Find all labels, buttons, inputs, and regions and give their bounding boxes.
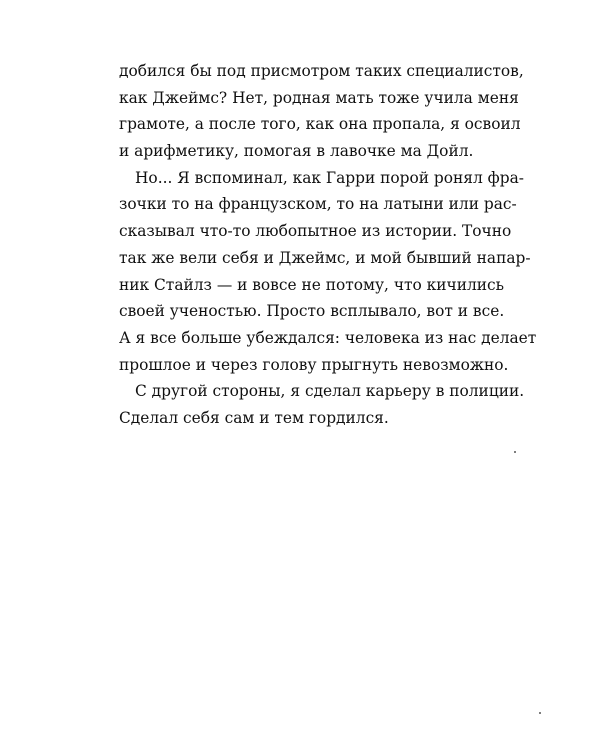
text-line: прошлое и через голову прыгнуть невозможно. (119, 355, 509, 374)
page-text (119, 58, 537, 432)
scan-speck (539, 712, 541, 714)
text-line: грамоте, а после того, как она пропала, я освоил (119, 115, 521, 134)
text-line: Но... Я вспоминал, как Гарри порой ронял фра- (135, 168, 524, 187)
text-line: своей ученостью. Просто всплывало, вот и все. (119, 302, 505, 321)
text-line: С другой стороны, я сделал карьеру в полиции. (135, 382, 525, 401)
text-line: так же вели себя и Джеймс, и мой бывший напар- (119, 248, 531, 267)
text-line: ник Стайлз — и вовсе не потому, что кичились (119, 275, 505, 294)
text-line: добился бы под присмотром таких специалистов, (119, 62, 524, 80)
text-line: зочки то на французском, то на латыни или рас- (119, 195, 517, 214)
text-line: и арифметику, помогая в лавочке ма Дойл. (119, 142, 474, 161)
text-line: как Джеймс? Нет, родная мать тоже учила меня (119, 88, 519, 107)
text-line: А я все больше убеждался: человека из нас делает (119, 328, 537, 347)
text-line: сказывал что-то любопытное из истории. Точно (119, 222, 512, 241)
text-line: Сделал себя сам и тем гордился. (119, 408, 389, 427)
scan-speck (514, 451, 516, 453)
